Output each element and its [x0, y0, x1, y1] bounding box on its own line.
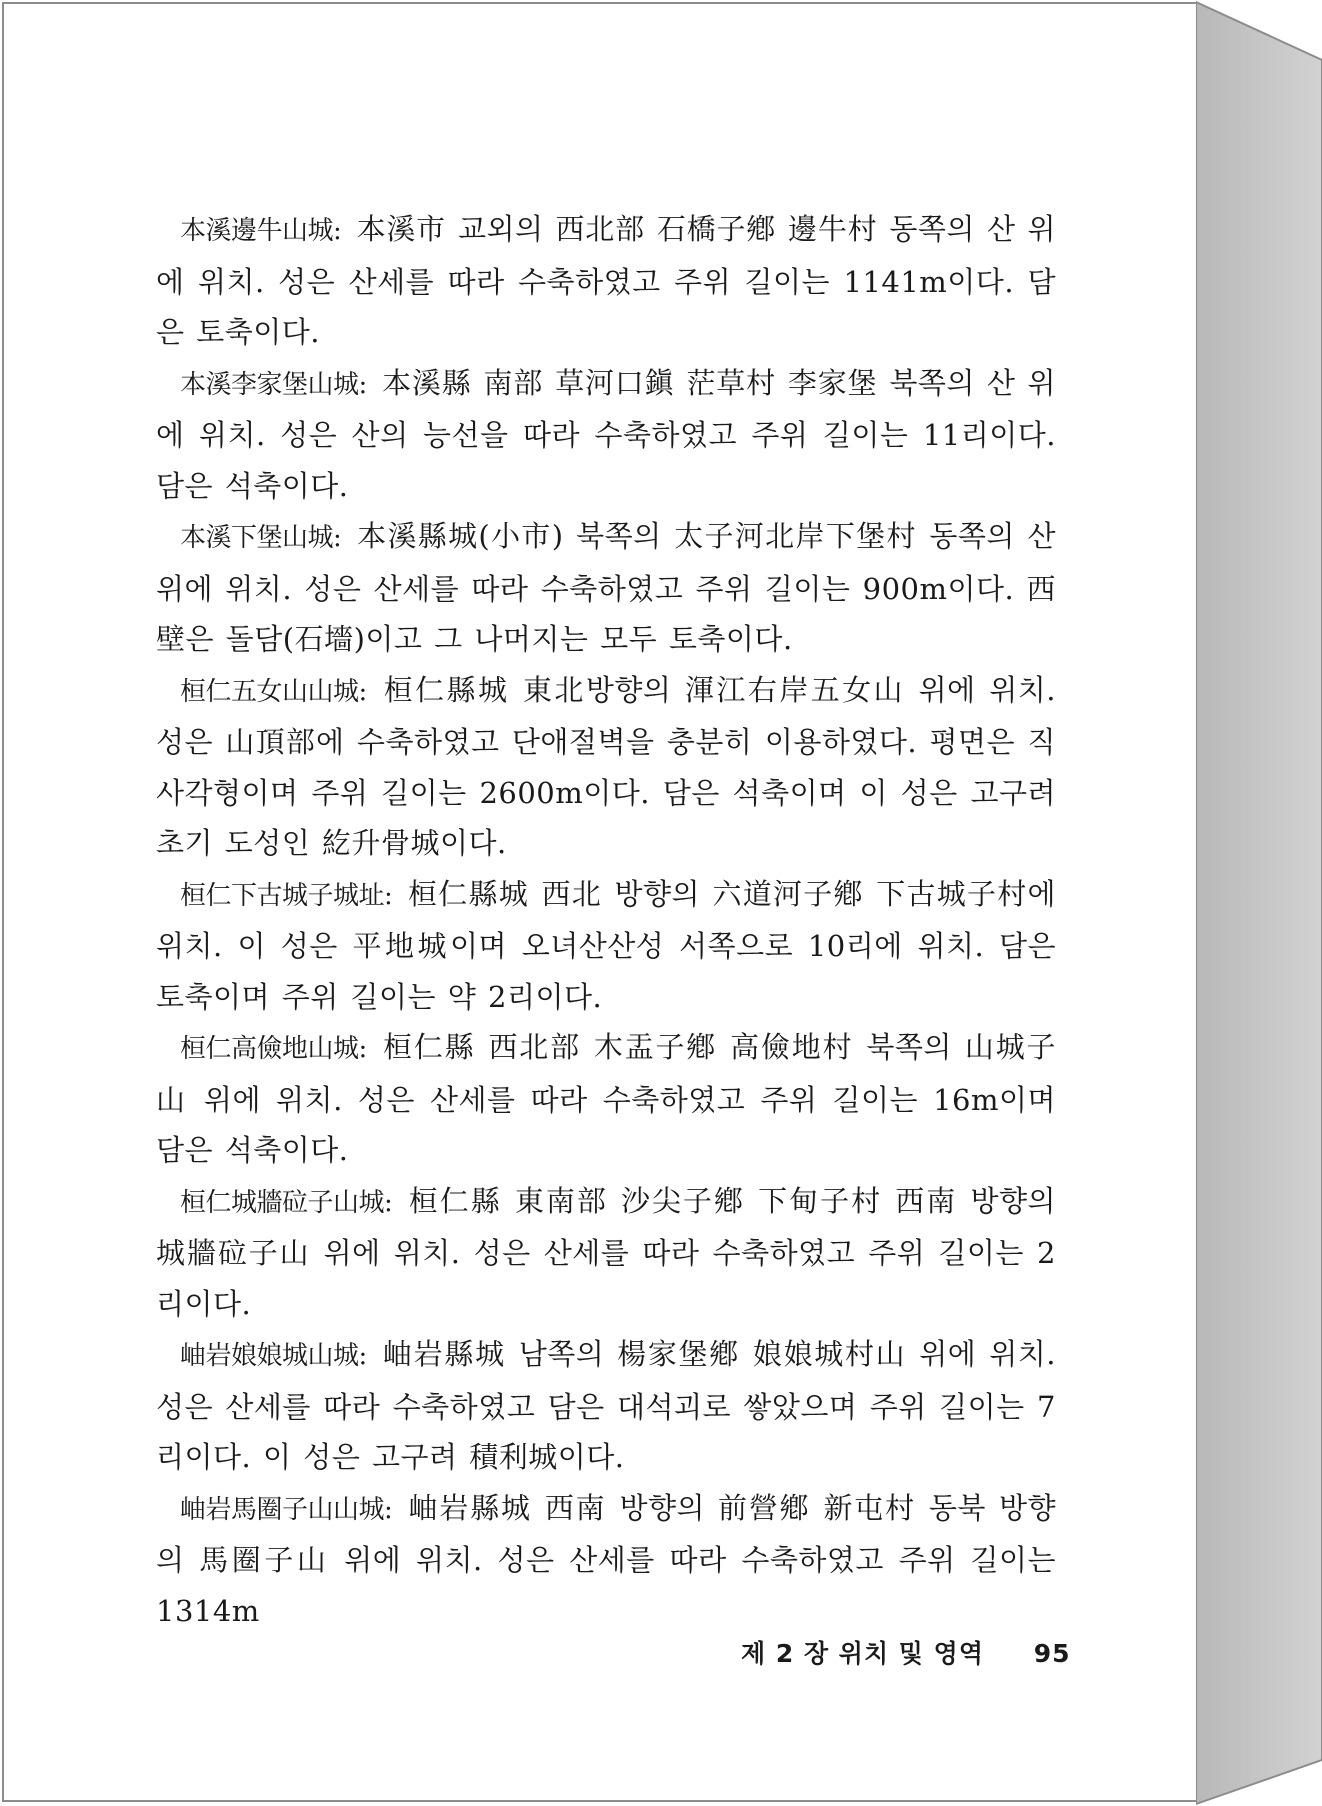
book-side-edge — [1196, 0, 1322, 1806]
entry-colon: : — [333, 216, 343, 246]
entry-text: 岫岩縣城 남쪽의 楊家堡鄕 娘娘城村山 위에 위치. 성은 산세를 따라 수축하였고 담은 대석괴로 쌓았으며 주위 길이는 7리이다. 이 성은 고구려 積利城이다. — [156, 1337, 1056, 1474]
entry-name: 岫岩馬圈子山山城 — [180, 1494, 385, 1525]
entry-text: 桓仁縣 東南部 沙尖子鄕 下甸子村 西南 방향의 城牆砬子山 위에 위치. 성은 산세를 따라 수축하였고 주위 길이는 2리이다. — [156, 1183, 1056, 1321]
entry-text: 桓仁縣城 西北 방향의 六道河子鄕 下古城子村에 위치. 이 성은 平地城이며 오녀산산성 서쪽으로 10리에 위치. 담은 토축이며 주위 길이는 약 2리이다. — [156, 876, 1056, 1014]
entry-colon: : — [333, 523, 343, 553]
chapter-title: 제 2 장 위치 및 영역 — [741, 1639, 984, 1668]
entry-colon: : — [384, 1187, 394, 1218]
entry — [156, 1329, 1056, 1483]
entry — [156, 204, 1056, 358]
entry-name: 本溪下堡山城 — [180, 523, 334, 553]
entry-name: 桓仁高儉地山城 — [180, 1034, 359, 1064]
entry-text: 桓仁縣城 東北방향의 渾江右岸五女山 위에 위치. 성은 山頂部에 수축하였고 단애절벽을 충분히 이용하였다. 평면은 직사각형이며 주위 길이는 2600m이다. 담은 석축이며 이 성은 고구려 초기 도성인 紇升骨城이다. — [156, 672, 1056, 860]
entry-name: 本溪李家堡山城 — [180, 369, 359, 400]
entry-name: 桓仁城牆砬子山城 — [180, 1187, 385, 1218]
entry-text: 岫岩縣城 西南 방향의 前營鄕 新屯村 동북 방향의 馬圈子山 위에 위치. 성은 산세를 따라 수축하였고 주위 길이는 1314m — [156, 1490, 1056, 1628]
entry — [156, 869, 1056, 1023]
entry-colon: : — [384, 1494, 394, 1525]
entry-name: 桓仁下古城子城址 — [180, 880, 385, 911]
entry-text: 本溪縣城(小市) 북쪽의 太子河北岸下堡村 동쪽의 산 위에 위치. 성은 산세를 따라 수축하였고 주위 길이는 900m이다. 西壁은 돌담(石墻)이고 그 나머지는 모두 토축이다. — [156, 519, 1056, 656]
entry-name: 岫岩娘娘城山城 — [180, 1341, 359, 1371]
page-number: 95 — [1033, 1639, 1071, 1668]
entry — [156, 1022, 1056, 1176]
book-page — [2, 2, 1198, 1802]
entry — [156, 1176, 1056, 1330]
entry — [156, 511, 1056, 665]
entry — [156, 665, 1056, 869]
text-block — [156, 204, 1056, 1636]
entry-text: 桓仁縣 西北部 木盂子鄕 高儉地村 북쪽의 山城子山 위에 위치. 성은 산세를 따라 수축하였고 주위 길이는 16m이며 담은 석축이다. — [156, 1030, 1056, 1167]
entry-colon: : — [358, 369, 368, 400]
entry-text: 本溪縣 南部 草河口鎭 茫草村 李家堡 북쪽의 산 위에 위치. 성은 산의 능선을 따라 수축하였고 주위 길이는 11리이다. 담은 석축이다. — [156, 365, 1056, 503]
entry-text: 本溪市 교외의 西北部 石橋子鄕 邊牛村 동쪽의 산 위에 위치. 성은 산세를 따라 수축하였고 주위 길이는 1141m이다. 담은 토축이다. — [156, 212, 1056, 349]
page-footer — [741, 1634, 1070, 1670]
entry — [156, 358, 1056, 512]
entry-name: 本溪邊牛山城 — [180, 216, 334, 246]
entry-colon: : — [384, 880, 394, 911]
entry-colon: : — [358, 676, 368, 707]
entry — [156, 1483, 1056, 1637]
entry-colon: : — [358, 1034, 368, 1064]
entry-colon: : — [358, 1341, 368, 1371]
entry-name: 桓仁五女山山城 — [180, 676, 359, 707]
